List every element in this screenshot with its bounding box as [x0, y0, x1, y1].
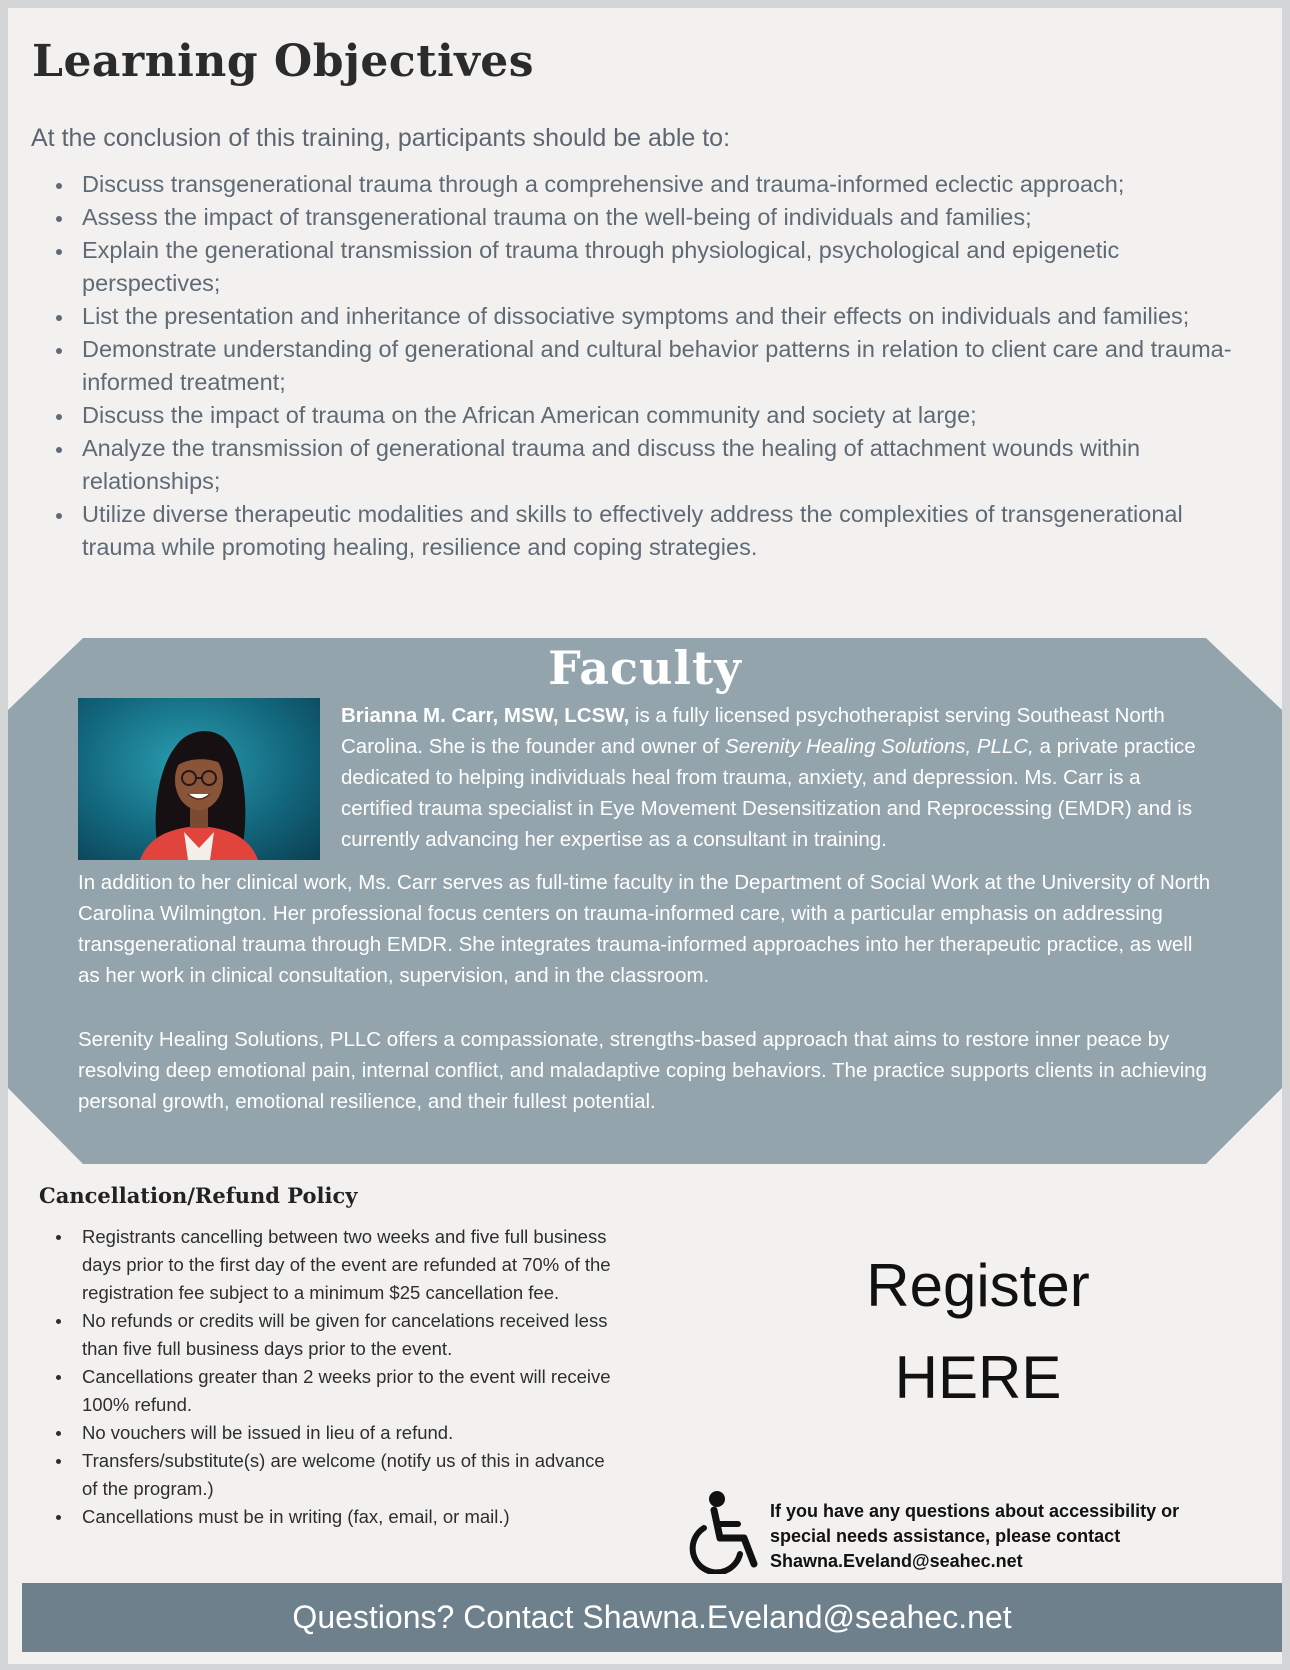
faculty-name: Brianna M. Carr, MSW, LCSW,: [341, 704, 630, 727]
objective-item: Discuss transgenerational trauma through a comprehensive and trauma-informed eclectic approach;: [52, 168, 1252, 201]
policy-item: Transfers/substitute(s) are welcome (notify us of this in advance of the program.): [52, 1447, 612, 1503]
objective-item: List the presentation and inheritance of dissociative symptoms and their effects on individuals and families;: [52, 300, 1252, 333]
policy-item: Cancellations must be in writing (fax, email, or mail.): [52, 1503, 612, 1531]
faculty-bio-intro: [341, 700, 1211, 855]
objective-item: Analyze the transmission of generational trauma and discuss the healing of attachment wounds within relationships;: [52, 432, 1252, 498]
policy-item: Cancellations greater than 2 weeks prior to the event will receive 100% refund.: [52, 1363, 612, 1419]
register-line-1: Register: [866, 1252, 1090, 1319]
learning-objectives-title: Learning Objectives: [32, 36, 535, 87]
faculty-bio-practice: Serenity Healing Solutions, PLLC offers a compassionate, strengths-based approach that aims to restore inner peace by resolving deep emotional pain, internal conflict, and maladaptive coping behaviors. The practice supports clients in achieving personal growth, emotional resilience, and their fullest potential.: [78, 1028, 1207, 1113]
objective-item: Discuss the impact of trauma on the African American community and society at large;: [52, 399, 1252, 432]
register-line-2: HERE: [894, 1344, 1062, 1411]
cancellation-policy-title: Cancellation/Refund Policy: [39, 1183, 358, 1208]
objective-item: Demonstrate understanding of generational and cultural behavior patterns in relation to client care and trauma-informed treatment;: [52, 333, 1252, 399]
objective-item: Assess the impact of transgenerational trauma on the well-being of individuals and families;: [52, 201, 1252, 234]
cancellation-policy-list: [52, 1223, 612, 1531]
faculty-title: Faculty: [548, 641, 742, 695]
contact-footer: Questions? Contact Shawna.Eveland@seahec.net: [22, 1583, 1282, 1652]
faculty-photo: [78, 698, 320, 860]
accessibility-notice: If you have any questions about accessibility or special needs assistance, please contact Shawna.Eveland@seahec.net: [770, 1501, 1180, 1571]
portrait-illustration: [78, 698, 320, 860]
policy-item: No refunds or credits will be given for cancelations received less than five full business days prior to the event.: [52, 1307, 612, 1363]
faculty-bio-text: is a fully licensed psychotherapist serving Southeast North Carolina. She is the founder and owner of: [341, 704, 1165, 758]
practice-name: Serenity Healing Solutions, PLLC,: [725, 735, 1034, 758]
wheelchair-icon: [684, 1490, 762, 1574]
faculty-bio-text: a private practice dedicated to helping individuals heal from trauma, anxiety, and depression. Ms. Carr is a certified trauma specialist in Eye Movement Desensitization and Reprocessing (EMDR) and is currently advancing her expertise as a consultant in training.: [341, 735, 1196, 851]
learning-objectives-intro: At the conclusion of this training, participants should be able to:: [31, 124, 731, 152]
learning-objectives-list: [52, 168, 1252, 564]
flyer-page: [8, 8, 1282, 1664]
objective-item: Explain the generational transmission of trauma through physiological, psychological and epigenetic perspectives;: [52, 234, 1252, 300]
policy-item: No vouchers will be issued in lieu of a refund.: [52, 1419, 612, 1447]
policy-item: Registrants cancelling between two weeks and five full business days prior to the first day of the event are refunded at 70% of the registration fee subject to a minimum $25 cancellation fee.: [52, 1223, 612, 1307]
objective-item: Utilize diverse therapeutic modalities and skills to effectively address the complexities of transgenerational trauma while promoting healing, resilience and coping strategies.: [52, 498, 1252, 564]
register-here-link[interactable]: [808, 1240, 1148, 1424]
faculty-bio-clinical: In addition to her clinical work, Ms. Carr serves as full-time faculty in the Department of Social Work at the University of North Carolina Wilmington. Her professional focus centers on trauma-informed care, with a particular emphasis on addressing transgenerational trauma through EMDR. She integrates trauma-informed approaches into her therapeutic practice, as well as her work in clinical consultation, supervision, and in the classroom.: [78, 871, 1211, 987]
